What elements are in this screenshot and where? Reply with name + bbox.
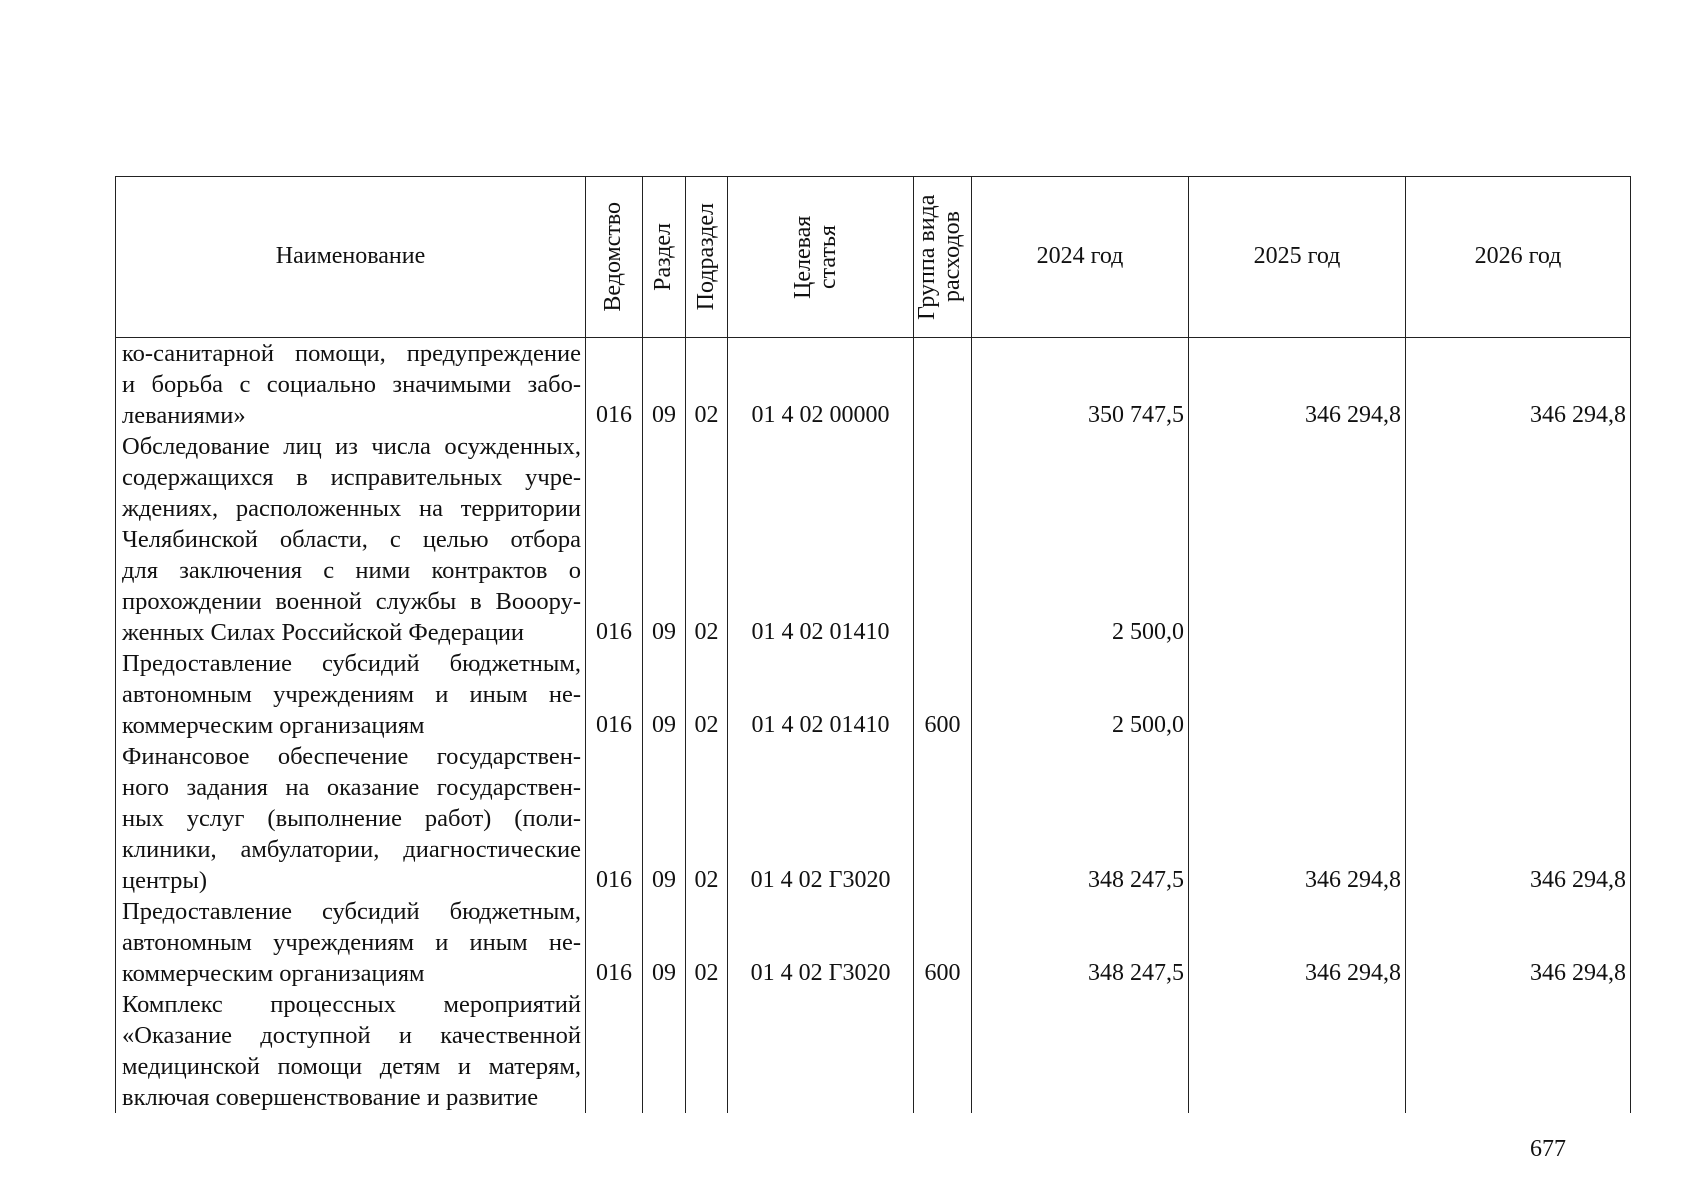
row-section: 09 bbox=[643, 648, 686, 741]
row-name bbox=[116, 338, 586, 432]
row-value-2024: 350 747,5 bbox=[972, 338, 1189, 432]
row-department: 016 bbox=[586, 648, 643, 741]
table-row bbox=[116, 338, 1631, 432]
row-subsection: 02 bbox=[686, 431, 728, 648]
row-expense-group bbox=[914, 431, 972, 648]
row-target-article: 01 4 02 00000 bbox=[728, 338, 914, 432]
row-name-line: ко-санитарной помощи, предупреждение bbox=[122, 340, 581, 367]
row-name-line: Предоставление субсидий бюджетным, bbox=[122, 898, 581, 925]
row-department: 016 bbox=[586, 431, 643, 648]
row-target-article: 01 4 02 01410 bbox=[728, 648, 914, 741]
row-name-line: включая совершенствование и развитие bbox=[122, 1084, 539, 1111]
row-value-2025 bbox=[1189, 989, 1406, 1113]
row-value-2026: 346 294,8 bbox=[1406, 741, 1631, 896]
row-subsection bbox=[686, 989, 728, 1113]
row-value-2025: 346 294,8 bbox=[1189, 741, 1406, 896]
row-target-article: 01 4 02 Г3020 bbox=[728, 896, 914, 989]
row-name-line: ного задания на оказание государствен- bbox=[122, 774, 581, 801]
row-department: 016 bbox=[586, 338, 643, 432]
row-name-line: женных Силах Российской Федерации bbox=[122, 619, 525, 646]
row-name-line: центры) bbox=[122, 867, 207, 894]
header-row bbox=[116, 177, 1631, 338]
table-row bbox=[116, 989, 1631, 1113]
row-value-2025 bbox=[1189, 648, 1406, 741]
row-value-2024 bbox=[972, 989, 1189, 1113]
row-name-line: прохождении военной службы в Вооору- bbox=[122, 588, 581, 615]
row-value-2025: 346 294,8 bbox=[1189, 896, 1406, 989]
row-name-line: содержащихся в исправительных учре- bbox=[122, 464, 581, 491]
row-name-line: клиники, амбулатории, диагностические bbox=[122, 836, 581, 863]
table-row bbox=[116, 741, 1631, 896]
row-value-2026 bbox=[1406, 431, 1631, 648]
row-department bbox=[586, 989, 643, 1113]
row-expense-group: 600 bbox=[914, 648, 972, 741]
header-year-2024: 2024 год bbox=[972, 177, 1189, 338]
row-expense-group bbox=[914, 338, 972, 432]
row-name bbox=[116, 431, 586, 648]
row-subsection: 02 bbox=[686, 741, 728, 896]
row-value-2024: 2 500,0 bbox=[972, 648, 1189, 741]
row-name-line: и борьба с социально значимыми забо- bbox=[122, 371, 581, 398]
header-subsection: Подраздел bbox=[686, 177, 728, 338]
row-expense-group bbox=[914, 741, 972, 896]
row-expense-group: 600 bbox=[914, 896, 972, 989]
row-name-line: медицинской помощи детям и матерям, bbox=[122, 1053, 581, 1080]
row-department: 016 bbox=[586, 896, 643, 989]
row-subsection: 02 bbox=[686, 896, 728, 989]
row-name bbox=[116, 648, 586, 741]
row-value-2024: 2 500,0 bbox=[972, 431, 1189, 648]
row-value-2026: 346 294,8 bbox=[1406, 896, 1631, 989]
header-year-2026: 2026 год bbox=[1406, 177, 1631, 338]
row-name-line: Челябинской области, с целью отбора bbox=[122, 526, 581, 553]
row-value-2025 bbox=[1189, 431, 1406, 648]
row-target-article: 01 4 02 01410 bbox=[728, 431, 914, 648]
header-section: Раздел bbox=[643, 177, 686, 338]
header-target-article: Целевая статья bbox=[728, 177, 914, 338]
header-year-2025: 2025 год bbox=[1189, 177, 1406, 338]
row-name-line: автономным учреждениям и иным не- bbox=[122, 681, 581, 708]
row-name-line: «Оказание доступной и качественной bbox=[122, 1022, 581, 1049]
row-subsection: 02 bbox=[686, 648, 728, 741]
row-name-line: ждениях, расположенных на территории bbox=[122, 495, 581, 522]
row-expense-group bbox=[914, 989, 972, 1113]
row-section: 09 bbox=[643, 896, 686, 989]
row-section: 09 bbox=[643, 431, 686, 648]
row-name-line: Предоставление субсидий бюджетным, bbox=[122, 650, 581, 677]
row-department: 016 bbox=[586, 741, 643, 896]
page-number: 677 bbox=[1530, 1136, 1566, 1162]
row-subsection: 02 bbox=[686, 338, 728, 432]
row-name-line: Комплекс процессных мероприятий bbox=[122, 991, 581, 1018]
row-target-article: 01 4 02 Г3020 bbox=[728, 741, 914, 896]
row-section: 09 bbox=[643, 338, 686, 432]
table-row bbox=[116, 431, 1631, 648]
row-name-line: леваниями» bbox=[122, 402, 246, 429]
header-expense-group: Группа вида расходов bbox=[914, 177, 972, 338]
header-department: Ведомство bbox=[586, 177, 643, 338]
row-name bbox=[116, 989, 586, 1113]
row-section bbox=[643, 989, 686, 1113]
header-name: Наименование bbox=[116, 177, 586, 338]
row-name-line: коммерческим организациям bbox=[122, 712, 425, 739]
row-name-line: Обследование лиц из числа осужденных, bbox=[122, 433, 581, 460]
row-name-line: ных услуг (выполнение работ) (поли- bbox=[122, 805, 581, 832]
row-target-article bbox=[728, 989, 914, 1113]
budget-table bbox=[115, 176, 1631, 1113]
row-value-2026 bbox=[1406, 648, 1631, 741]
table-body bbox=[116, 338, 1631, 1114]
table-row bbox=[116, 648, 1631, 741]
row-name-line: коммерческим организациям bbox=[122, 960, 425, 987]
row-name-line: для заключения с ними контрактов о bbox=[122, 557, 581, 584]
table-row bbox=[116, 896, 1631, 989]
row-value-2024: 348 247,5 bbox=[972, 741, 1189, 896]
row-name bbox=[116, 896, 586, 989]
row-value-2025: 346 294,8 bbox=[1189, 338, 1406, 432]
row-section: 09 bbox=[643, 741, 686, 896]
row-value-2026: 346 294,8 bbox=[1406, 338, 1631, 432]
row-value-2026 bbox=[1406, 989, 1631, 1113]
row-name bbox=[116, 741, 586, 896]
row-value-2024: 348 247,5 bbox=[972, 896, 1189, 989]
row-name-line: автономным учреждениям и иным не- bbox=[122, 929, 581, 956]
row-name-line: Финансовое обеспечение государствен- bbox=[122, 743, 581, 770]
